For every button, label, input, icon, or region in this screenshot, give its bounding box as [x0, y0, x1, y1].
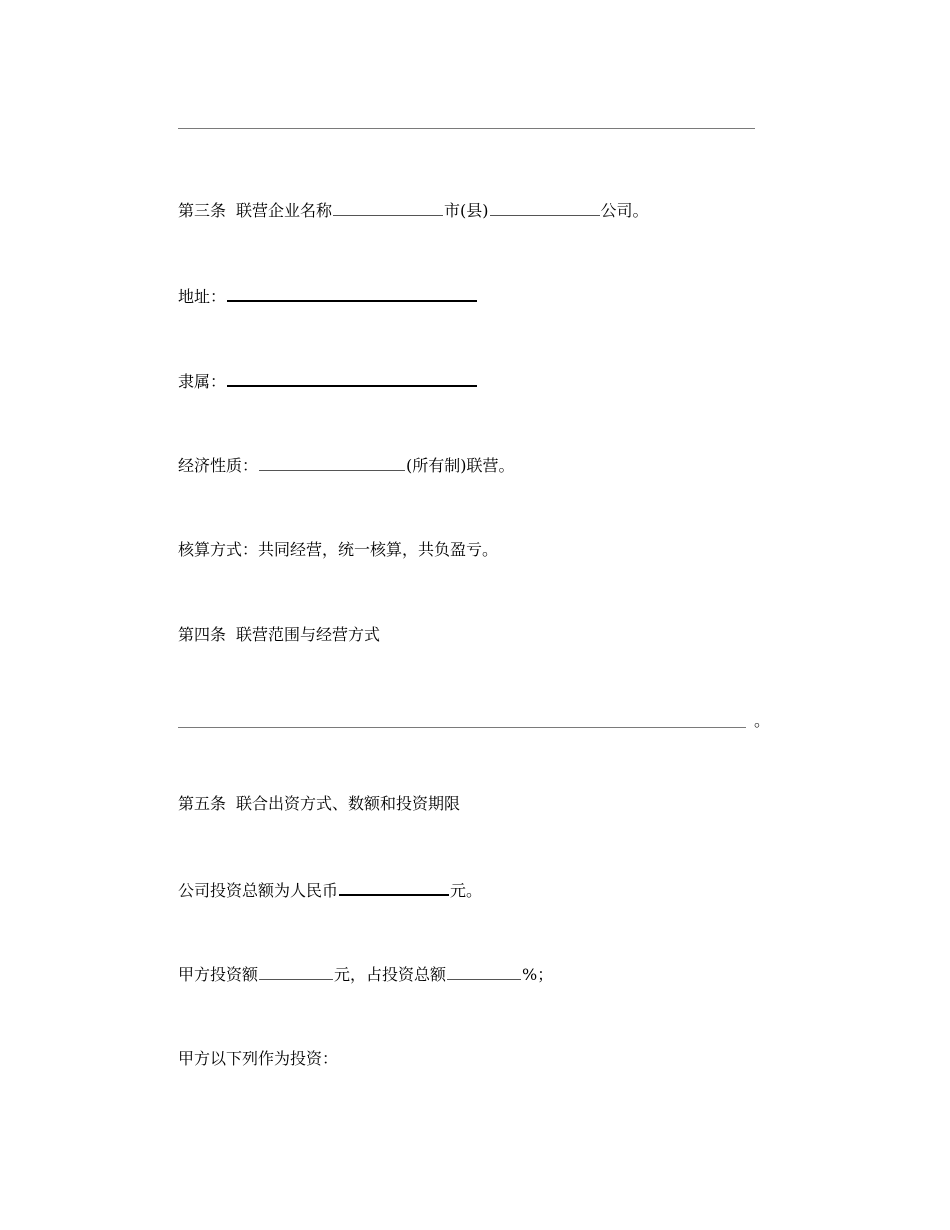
economic-nature-suffix: (所有制)联营。: [406, 456, 515, 475]
article-4-text: 联营范围与经营方式: [236, 625, 381, 644]
article-4-heading: 第四条: [178, 625, 227, 644]
total-investment-suffix: 元。: [450, 881, 483, 900]
article-3-heading: 第三条: [178, 201, 227, 220]
business-scope-period-line: [754, 710, 770, 732]
article-5-text: 联合出资方式、数额和投资期限: [236, 794, 461, 813]
ownership-blank[interactable]: [259, 454, 405, 471]
party-a-share-label: 元，占投资总额: [334, 965, 447, 984]
top-blank-line: [178, 128, 755, 129]
article-3-text: 联营企业名称: [236, 201, 333, 220]
party-a-percent-blank[interactable]: [447, 963, 521, 980]
party-a-amount-blank[interactable]: [259, 963, 333, 980]
company-name-blank[interactable]: [333, 199, 443, 216]
total-investment-blank[interactable]: [339, 878, 449, 896]
article-5-heading: 第五条: [178, 794, 227, 813]
party-a-investment-label: 甲方投资额: [178, 965, 259, 984]
city-county-text: 市(县): [444, 201, 489, 220]
article-4-line: [178, 624, 380, 646]
party-a-items-line: [178, 1048, 338, 1070]
affiliation-label: 隶属：: [178, 372, 227, 391]
economic-nature-line: [178, 454, 515, 477]
accounting-line: [178, 539, 498, 561]
affiliation-line: [178, 369, 478, 393]
article-3-line: [178, 199, 649, 222]
economic-nature-label: 经济性质：: [178, 456, 259, 475]
address-blank[interactable]: [227, 284, 477, 302]
party-a-investment-line: [178, 963, 553, 986]
party-a-items-text: 甲方以下列作为投资：: [178, 1049, 339, 1068]
company-suffix-text: 公司。: [600, 201, 649, 220]
accounting-text: 核算方式：共同经营，统一核算，共负盈亏。: [178, 540, 499, 559]
article-5-line: [178, 793, 460, 815]
affiliation-blank[interactable]: [227, 369, 477, 387]
total-investment-label: 公司投资总额为人民币: [178, 881, 339, 900]
business-scope-period: 。: [754, 711, 771, 730]
address-label: 地址：: [178, 287, 227, 306]
total-investment-line: [178, 878, 482, 902]
address-line: [178, 284, 478, 308]
company-name-blank-2[interactable]: [490, 199, 600, 216]
business-scope-blank[interactable]: [178, 727, 746, 728]
party-a-percent-suffix: %；: [522, 965, 554, 984]
